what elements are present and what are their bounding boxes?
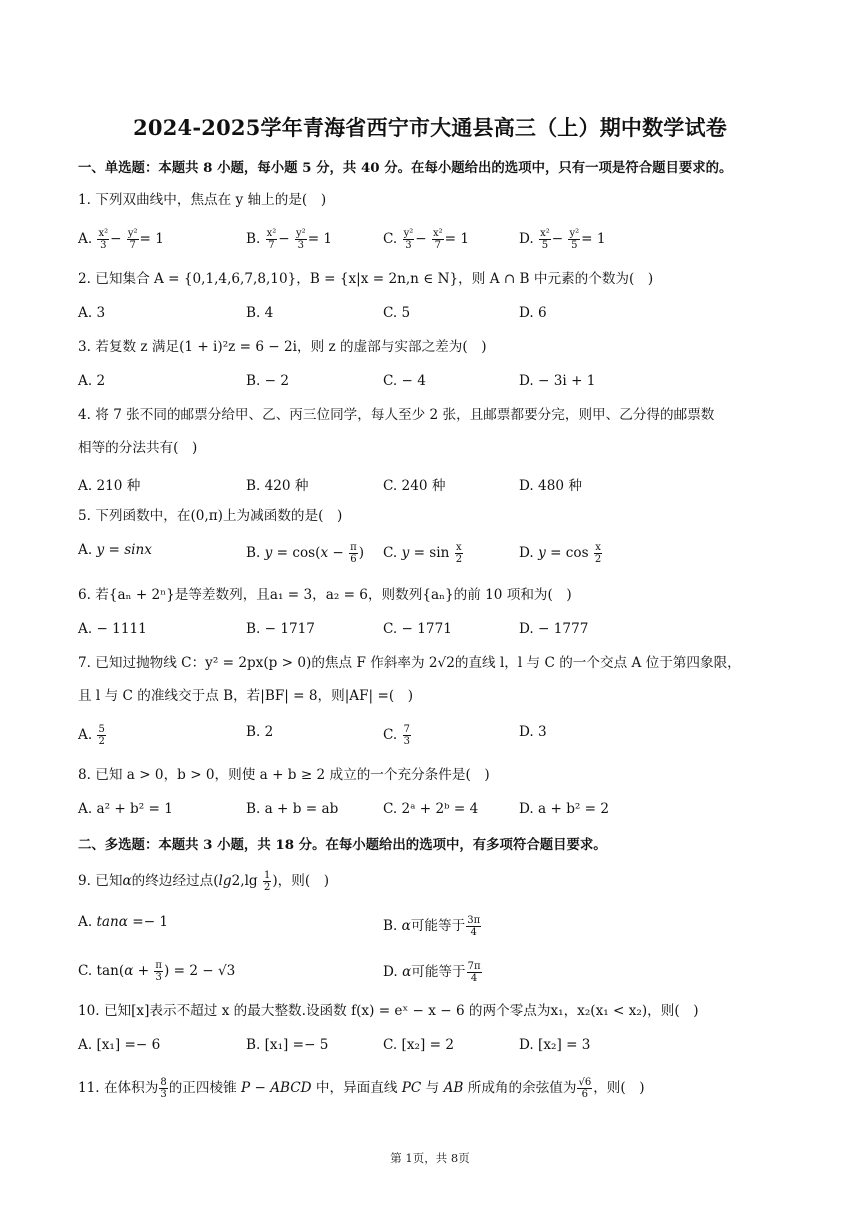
option-d: D. 480 种 bbox=[519, 478, 582, 494]
option-a: A. [x₁] =− 6 bbox=[78, 1037, 161, 1053]
question-10-options bbox=[78, 1037, 798, 1063]
option-a: A. a² + b² = 1 bbox=[78, 801, 173, 817]
option-b: B. 4 bbox=[246, 305, 274, 321]
option-d: D. − 3i + 1 bbox=[519, 373, 596, 389]
option-c: C. [x₂] = 2 bbox=[383, 1037, 454, 1053]
option-d: D. 3 bbox=[519, 724, 547, 740]
question-10-stem: 10. 已知[x]表示不超过 x 的最大整数.设函数 f(x) = eˣ − x − 6 的两个零点为x₁，x₂(x₁ < x₂)，则( ) bbox=[78, 1003, 699, 1019]
option-d: D. y = cos $\frac{x}{2}$ bbox=[519, 542, 602, 565]
option-c: C. − 4 bbox=[383, 373, 426, 389]
option-a: A. y = sinx bbox=[78, 542, 152, 558]
question-3-options bbox=[78, 373, 798, 399]
question-1-stem: 1. 下列双曲线中，焦点在 y 轴上的是( ) bbox=[78, 192, 327, 208]
question-6-stem: 6. 若{aₙ + 2ⁿ}是等差数列，且a₁ = 3，a₂ = 6，则数列{aₙ}的前 10 项和为( ) bbox=[78, 587, 572, 603]
option-a: A. $\frac{5}{2}$ bbox=[78, 724, 105, 747]
option-b: B. 420 种 bbox=[246, 478, 309, 494]
option-b: B. [x₁] =− 5 bbox=[246, 1037, 329, 1053]
question-4-stem-line-2: 相等的分法共有( ) bbox=[78, 440, 198, 456]
option-b: B. − 2 bbox=[246, 373, 289, 389]
option-b: B. − 1717 bbox=[246, 621, 315, 637]
option-b: B. y = cos(x − $\frac{\pi}{6}$ ) bbox=[246, 542, 365, 565]
question-3-stem: 3. 若复数 z 满足(1 + i)²z = 6 − 2i，则 z 的虚部与实部之差为( ) bbox=[78, 339, 487, 355]
option-b: B. $\frac{\text{x²}}{7}$ − $\frac{\text{y²}}{3}$ = 1 bbox=[246, 228, 333, 251]
option-b: B. α可能等于 $\frac{3\pi}{4}$ bbox=[383, 915, 481, 938]
option-a: A. tanα =− 1 bbox=[78, 914, 169, 930]
option-d: D. 6 bbox=[519, 305, 547, 321]
option-d: D. − 1777 bbox=[519, 621, 589, 637]
option-a: A. − 1111 bbox=[78, 621, 147, 637]
section-multi-choice-header: 二、多选题：本题共 3 小题，共 18 分。在每小题给出的选项中，有多项符合题目要求。 bbox=[78, 837, 607, 853]
question-2-stem: 2. 已知集合 A = {0,1,4,6,7,8,10}，B = {x|x = 2n,n ∈ N}，则 A ∩ B 中元素的个数为( ) bbox=[78, 271, 654, 287]
option-a: A. $\frac{\text{x²}}{3}$ − $\frac{\text{y²}}{7}$ = 1 bbox=[78, 228, 164, 251]
option-c: C. $\frac{\text{y²}}{3}$ − $\frac{\text{x²}}{7}$ = 1 bbox=[383, 228, 469, 251]
page-title: 2024-2025学年青海省西宁市大通县高三（上）期中数学试卷 bbox=[133, 115, 727, 140]
option-c: C. $\frac{7}{3}$ bbox=[383, 724, 410, 747]
question-9-options-row-1 bbox=[78, 914, 798, 940]
question-11-stem: 11. 在体积为 $\frac{8}{3}$ 的正四棱锥 P − ABCD 中，异面直线 PC 与 AB 所成角的余弦值为 $\frac{√6}{6}$ ，则( ) bbox=[78, 1077, 645, 1100]
question-7-options bbox=[78, 724, 798, 750]
question-7-stem-line-2: 且 l 与 C 的准线交于点 B，若|BF| = 8，则|AF| =( ) bbox=[78, 688, 414, 704]
question-8-options bbox=[78, 801, 798, 827]
option-c: C. 5 bbox=[383, 305, 411, 321]
question-6-options bbox=[78, 621, 798, 647]
option-b: B. a + b = ab bbox=[246, 801, 339, 817]
option-b: B. 2 bbox=[246, 724, 274, 740]
option-c: C. y = sin $\frac{x}{2}$ bbox=[383, 542, 463, 565]
question-5-stem: 5. 下列函数中，在(0,π)上为减函数的是( ) bbox=[78, 508, 343, 524]
option-a: A. 2 bbox=[78, 373, 106, 389]
section-single-choice-header: 一、单选题：本题共 8 小题，每小题 5 分，共 40 分。在每小题给出的选项中，只有一项是符合题目要求的。 bbox=[78, 160, 733, 176]
option-c: C. 240 种 bbox=[383, 478, 446, 494]
page-footer: 第 1页，共 8页 bbox=[390, 1151, 470, 1165]
option-c: C. − 1771 bbox=[383, 621, 452, 637]
option-a: A. 3 bbox=[78, 305, 106, 321]
question-9-options-row-2 bbox=[78, 960, 798, 986]
question-2-options bbox=[78, 305, 798, 331]
question-7-stem-line-1: 7. 已知过抛物线 C：y² = 2px(p > 0)的焦点 F 作斜率为 2√2的直线 l，l 与 C 的一个交点 A 位于第四象限， bbox=[78, 655, 741, 671]
question-4-stem-line-1: 4. 将 7 张不同的邮票分给甲、乙、丙三位同学，每人至少 2 张，且邮票都要分完，则甲、乙分得的邮票数 bbox=[78, 407, 715, 423]
option-d: D. [x₂] = 3 bbox=[519, 1037, 591, 1053]
option-a: A. 210 种 bbox=[78, 478, 141, 494]
question-9-stem: 9. 已知α的终边经过点(lg2,lg $\frac{1}{2}$ )，则( ) bbox=[78, 870, 330, 893]
question-5-options bbox=[78, 542, 798, 568]
question-1-options bbox=[78, 228, 798, 254]
option-c: C. 2ᵃ + 2ᵇ = 4 bbox=[383, 801, 479, 817]
question-8-stem: 8. 已知 a > 0，b > 0，则使 a + b ≥ 2 成立的一个充分条件是( ) bbox=[78, 767, 490, 783]
option-d: D. $\frac{\text{x²}}{5}$ − $\frac{\text{y²}}{5}$ = 1 bbox=[519, 228, 606, 251]
question-4-options bbox=[78, 474, 798, 500]
option-d: D. α可能等于 $\frac{7\pi}{4}$ bbox=[383, 961, 481, 984]
option-d: D. a + b² = 2 bbox=[519, 801, 610, 817]
option-c: C. tan(α + $\frac{\pi}{3}$ ) = 2 − √3 bbox=[78, 960, 236, 983]
